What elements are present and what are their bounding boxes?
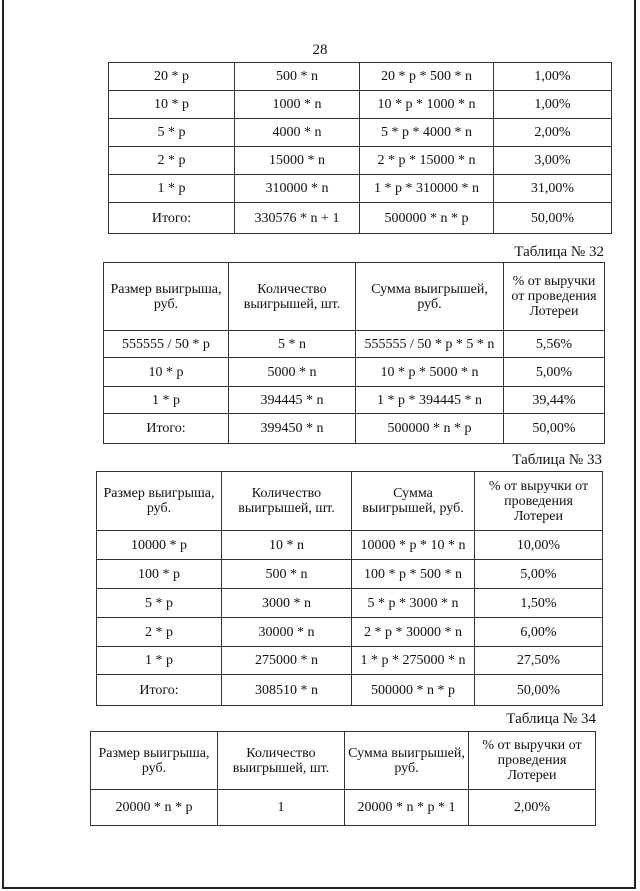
table-row: [109, 91, 612, 119]
cell: 1 * p: [97, 647, 222, 675]
cell: 308510 * n: [222, 675, 352, 706]
cell: 1000 * n: [235, 91, 360, 119]
header-cell: Сумма выигрышей, руб.: [356, 263, 504, 331]
cell: 394445 * n: [229, 387, 356, 414]
cell: 10 * p: [104, 358, 229, 387]
table-row: [97, 560, 603, 589]
table-row: [109, 119, 612, 147]
cell: 555555 / 50 * p * 5 * n: [356, 331, 504, 358]
table-row: [104, 387, 605, 414]
cell: 10,00%: [475, 531, 603, 560]
table-continuation-body: [109, 63, 612, 234]
cell: 555555 / 50 * p: [104, 331, 229, 358]
header-cell: Количество выигрышей, шт.: [229, 263, 356, 331]
cell: 1 * p * 394445 * n: [356, 387, 504, 414]
cell: 1 * p: [104, 387, 229, 414]
table-33-caption: Таблица № 33: [512, 452, 602, 468]
header-cell: % от выручки от проведения Лотереи: [475, 472, 603, 531]
table-header-row: [91, 732, 596, 790]
table-header-row: [104, 263, 605, 331]
header-cell: Количество выигрышей, шт.: [218, 732, 345, 790]
cell: 20 * p: [109, 63, 235, 91]
cell: 5,00%: [475, 560, 603, 589]
cell: 10000 * p * 10 * n: [352, 531, 475, 560]
table-32: [103, 262, 605, 444]
cell: 1,50%: [475, 589, 603, 618]
cell: 3,00%: [494, 147, 612, 175]
cell: 20000 * n * p * 1: [345, 790, 469, 826]
cell: 5,00%: [504, 358, 605, 387]
cell: 500000 * n * p: [352, 675, 475, 706]
cell: 10 * p * 1000 * n: [360, 91, 494, 119]
cell: 5 * p: [97, 589, 222, 618]
table-row: [97, 647, 603, 675]
table-row: [97, 589, 603, 618]
cell: 100 * p: [97, 560, 222, 589]
cell: 1,00%: [494, 91, 612, 119]
table-row: [97, 618, 603, 647]
header-cell: Размер выигрыша, руб.: [104, 263, 229, 331]
cell: 50,00%: [494, 203, 612, 234]
cell: 1: [218, 790, 345, 826]
table-34-caption: Таблица № 34: [506, 711, 596, 727]
cell: Итого:: [109, 203, 235, 234]
cell: 3000 * n: [222, 589, 352, 618]
cell: 2 * p: [97, 618, 222, 647]
table-row: [104, 331, 605, 358]
cell: 5 * n: [229, 331, 356, 358]
cell: Итого:: [97, 675, 222, 706]
table-header-row: [97, 472, 603, 531]
cell: 1 * p * 275000 * n: [352, 647, 475, 675]
cell: 50,00%: [504, 414, 605, 444]
table-row: [104, 358, 605, 387]
cell: 4000 * n: [235, 119, 360, 147]
header-cell: Сумма выигрышей, руб.: [352, 472, 475, 531]
cell: 2 * p * 15000 * n: [360, 147, 494, 175]
cell: 1 * p * 310000 * n: [360, 175, 494, 203]
header-cell: Количество выигрышей, шт.: [222, 472, 352, 531]
cell: 5 * p * 3000 * n: [352, 589, 475, 618]
cell: 27,50%: [475, 647, 603, 675]
cell: 30000 * n: [222, 618, 352, 647]
cell: 5000 * n: [229, 358, 356, 387]
header-cell: % от выручки от проведения Лотереи: [504, 263, 605, 331]
header-cell: Сумма выигрышей, руб.: [345, 732, 469, 790]
table-row-total: [109, 203, 612, 234]
cell: 500000 * n * p: [360, 203, 494, 234]
cell: 20 * p * 500 * n: [360, 63, 494, 91]
cell: 5,56%: [504, 331, 605, 358]
table-row: [109, 175, 612, 203]
cell: 31,00%: [494, 175, 612, 203]
cell: 5 * p * 4000 * n: [360, 119, 494, 147]
table-row-total: [104, 414, 605, 444]
page-number: 28: [312, 42, 328, 58]
cell: 399450 * n: [229, 414, 356, 444]
table-row: [109, 63, 612, 91]
cell: 10000 * p: [97, 531, 222, 560]
table-32-caption: Таблица № 32: [514, 244, 604, 260]
header-cell: Размер выигрыша, руб.: [97, 472, 222, 531]
cell: 500 * n: [235, 63, 360, 91]
cell: 100 * p * 500 * n: [352, 560, 475, 589]
table-row: [109, 147, 612, 175]
header-cell: Размер выигрыша, руб.: [91, 732, 218, 790]
cell: 10 * p: [109, 91, 235, 119]
table-row-total: [97, 675, 603, 706]
cell: 310000 * n: [235, 175, 360, 203]
cell: 2 * p: [109, 147, 235, 175]
table-34: [90, 731, 596, 826]
table-row: [97, 531, 603, 560]
cell: 2,00%: [469, 790, 596, 826]
cell: 500 * n: [222, 560, 352, 589]
cell: 2,00%: [494, 119, 612, 147]
cell: 2 * p * 30000 * n: [352, 618, 475, 647]
cell: Итого:: [104, 414, 229, 444]
cell: 500000 * n * p: [356, 414, 504, 444]
cell: 15000 * n: [235, 147, 360, 175]
cell: 6,00%: [475, 618, 603, 647]
cell: 20000 * n * p: [91, 790, 218, 826]
table-continuation: [108, 62, 612, 234]
cell: 5 * p: [109, 119, 235, 147]
cell: 50,00%: [475, 675, 603, 706]
cell: 10 * n: [222, 531, 352, 560]
cell: 275000 * n: [222, 647, 352, 675]
cell: 330576 * n + 1: [235, 203, 360, 234]
table-33: [96, 471, 603, 706]
cell: 39,44%: [504, 387, 605, 414]
cell: 10 * p * 5000 * n: [356, 358, 504, 387]
header-cell: % от выручки от проведения Лотереи: [469, 732, 596, 790]
table-row: [91, 790, 596, 826]
cell: 1 * p: [109, 175, 235, 203]
cell: 1,00%: [494, 63, 612, 91]
